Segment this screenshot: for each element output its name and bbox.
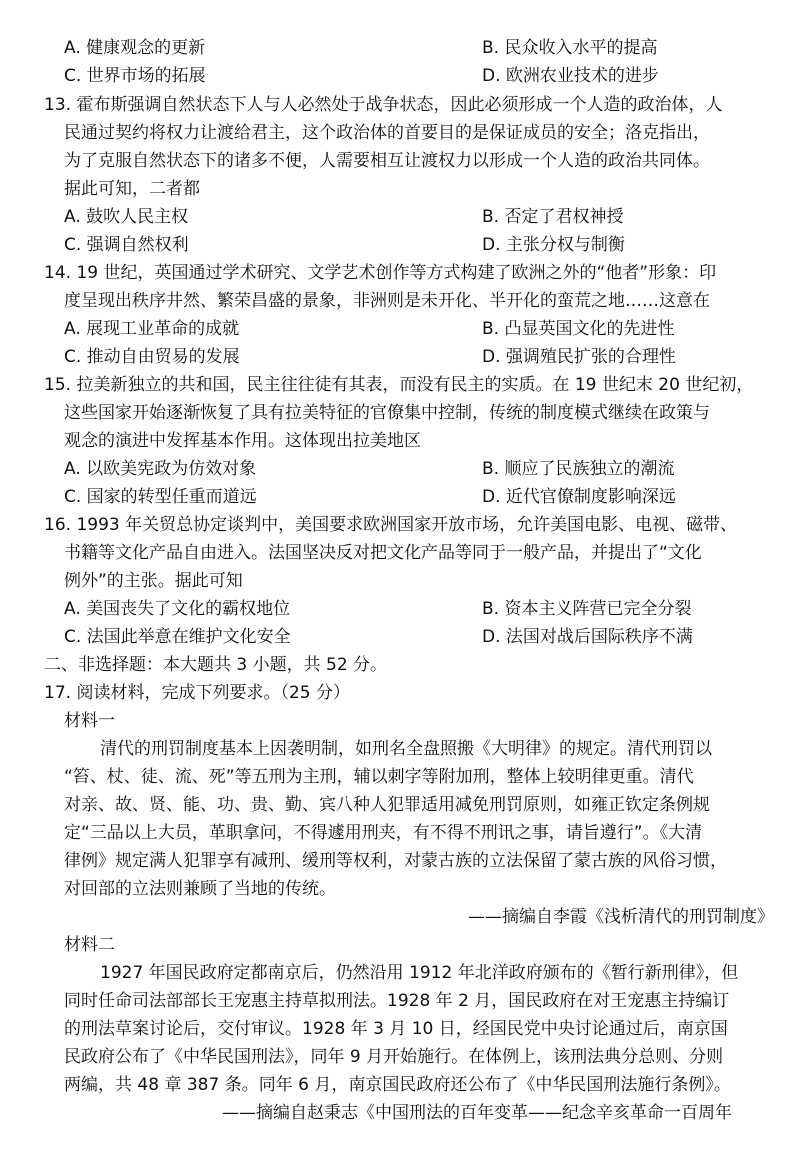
q12-option-b: B. 民众收入水平的提高: [482, 38, 658, 58]
material-one-line: 定“三品以上大员，革职拿问，不得遽用刑夹，有不得不刑讯之事，请旨遵行”。《大清: [64, 823, 703, 843]
q13-option-c: C. 强调自然权利: [64, 235, 189, 255]
q12-option-a: A. 健康观念的更新: [64, 38, 206, 58]
material-one-line: 对回部的立法则兼顾了当地的传统。: [64, 879, 336, 899]
q16-stem-line: 16. 1993 年关贸总协定谈判中，美国要求欧洲国家开放市场，允许美国电影、电视、磁带、: [44, 515, 738, 535]
material-one-source: ——摘编自李霞《浅析清代的刑罚制度》: [468, 907, 774, 927]
q15-option-c: C. 国家的转型任重而道远: [64, 487, 257, 507]
q15-stem-line: 观念的演进中发挥基本作用。这体现出拉美地区: [64, 431, 421, 451]
q13-stem-line: 民通过契约将权力让渡给君主，这个政治体的首要目的是保证成员的安全；洛克指出，: [64, 123, 710, 143]
q16-stem-line: 书籍等文化产品自由进入。法国坚决反对把文化产品等同于一般产品，并提出了“文化: [64, 543, 702, 563]
material-two-line: 的刑法草案讨论后，交付审议。1928 年 3 月 10 日，经国民党中央讨论通过后，南京国: [64, 1019, 728, 1039]
q15-option-b: B. 顺应了民族独立的潮流: [482, 459, 675, 479]
q14-stem-line: 度呈现出秩序井然、繁荣昌盛的景象，非洲则是未开化、半开化的蛮荒之地……这意在: [64, 291, 710, 311]
q16-option-c: C. 法国此举意在维护文化安全: [64, 627, 291, 647]
material-two-source: ——摘编自赵秉志《中国刑法的百年变革——纪念辛亥革命一百周年: [222, 1103, 732, 1123]
q14-option-b: B. 凸显英国文化的先进性: [482, 319, 675, 339]
q16-option-a: A. 美国丧失了文化的霸权地位: [64, 599, 291, 619]
q13-option-b: B. 否定了君权神授: [482, 207, 624, 227]
material-two-line: 两编，共 48 章 387 条。同年 6 月，南京国民政府还公布了《中华民国刑法施行条例》。: [64, 1075, 731, 1095]
q13-option-a: A. 鼓吹人民主权: [64, 207, 189, 227]
q13-stem-line: 据此可知，二者都: [64, 179, 200, 199]
q14-option-a: A. 展现工业革命的成就: [64, 319, 240, 339]
q13-stem-line: 为了克服自然状态下的诸多不便，人需要相互让渡权力以形成一个人造的政治共同体。: [64, 151, 710, 171]
q15-stem-line: 15. 拉美新独立的共和国，民主往往徒有其表，而没有民主的实质。在 19 世纪末 20 世纪初，: [44, 375, 754, 395]
material-two-line: 同时任命司法部部长王宠惠主持草拟刑法。1928 年 2 月，国民政府在对王宠惠主持编订: [64, 991, 730, 1011]
q14-option-c: C. 推动自由贸易的发展: [64, 347, 240, 367]
q12-option-c: C. 世界市场的拓展: [64, 66, 206, 86]
material-two-line: 民政府公布了《中华民国刑法》，同年 9 月开始施行。在体例上，该刑法典分总则、分则: [64, 1047, 724, 1067]
material-one-line: “笞、杖、徒、流、死”等五刑为主刑，辅以刺字等附加刑，整体上较明律更重。清代: [64, 767, 694, 787]
q14-stem-line: 14. 19 世纪，英国通过学术研究、文学艺术创作等方式构建了欧洲之外的“他者”形象：印: [44, 263, 717, 283]
q16-option-d: D. 法国对战后国际秩序不满: [482, 627, 693, 647]
material-one-line: 对亲、故、贤、能、功、贵、勤、宾八种人犯罪适用减免刑罚原则，如雍正钦定条例规: [64, 795, 710, 815]
q13-stem-line: 13. 霍布斯强调自然状态下人与人必然处于战争状态，因此必须形成一个人造的政治体，人: [44, 95, 723, 115]
q13-option-d: D. 主张分权与制衡: [482, 235, 625, 255]
q15-option-a: A. 以欧美宪政为仿效对象: [64, 459, 257, 479]
q12-option-d: D. 欧洲农业技术的进步: [482, 66, 659, 86]
material-two-line: 1927 年国民政府定都南京后，仍然沿用 1912 年北洋政府颁布的《暂行新刑律》，但: [100, 963, 739, 983]
q15-stem-line: 这些国家开始逐渐恢复了具有拉美特征的官僚集中控制，传统的制度模式继续在政策与: [64, 403, 710, 423]
material-one-title: 材料一: [64, 711, 115, 731]
q16-option-b: B. 资本主义阵营已完全分裂: [482, 599, 692, 619]
q14-option-d: D. 强调殖民扩张的合理性: [482, 347, 676, 367]
material-one-line: 清代的刑罚制度基本上因袭明制，如刑名全盘照搬《大明律》的规定。清代刑罚以: [100, 739, 712, 759]
material-one-line: 律例》规定满人犯罪享有减刑、缓刑等权利，对蒙古族的立法保留了蒙古族的风俗习惯，: [64, 851, 727, 871]
section-heading: 二、非选择题：本大题共 3 小题，共 52 分。: [44, 655, 388, 675]
q17-stem: 17. 阅读材料，完成下列要求。（25 分）: [44, 683, 350, 703]
material-two-title: 材料二: [64, 935, 115, 955]
q16-stem-line: 例外”的主张。据此可知: [64, 571, 243, 591]
q15-option-d: D. 近代官僚制度影响深远: [482, 487, 676, 507]
